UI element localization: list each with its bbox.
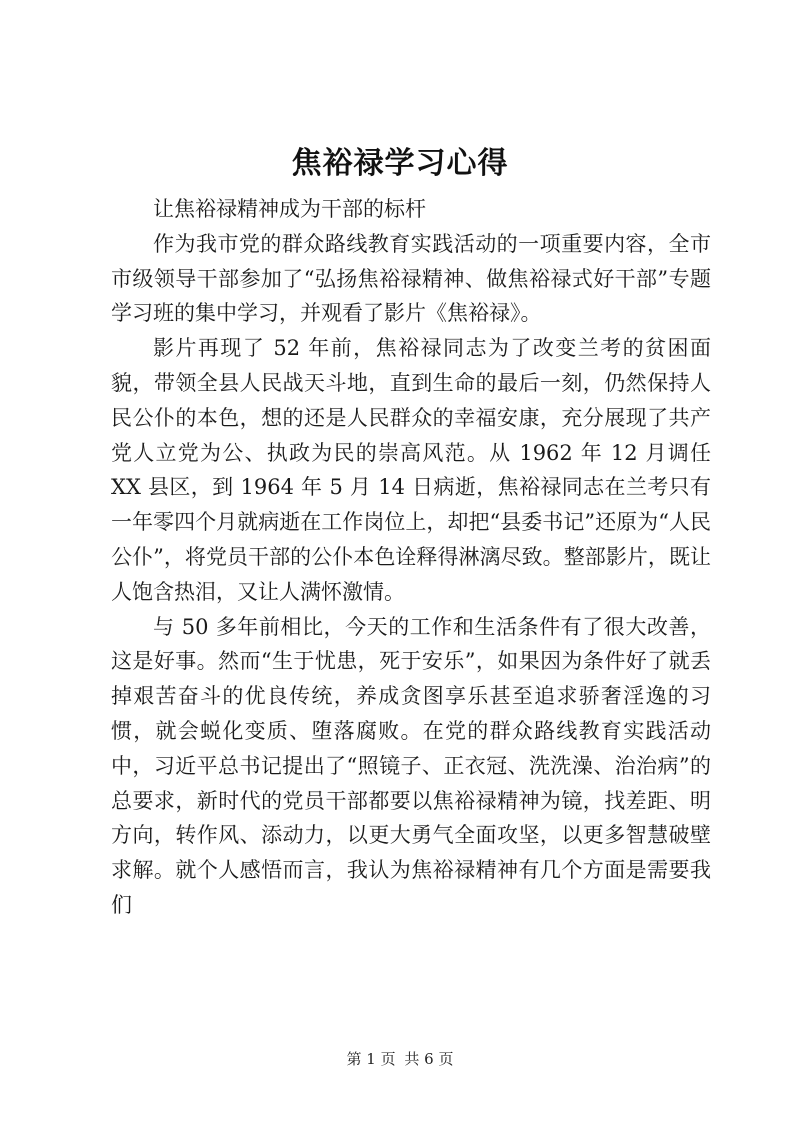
paragraph-reflection: 与 50 多年前相比，今天的工作和生活条件有了很大改善，这是好事。然而“生于忧患，死于安乐”，如果因为条件好了就丢掉艰苦奋斗的优良传统，养成贪图享乐甚至追求骄奢淫逸的习惯，就会蜕化变质、堕落腐败。在党的群众路线教育实践活动中，习近平总书记提出了“照镜子、正衣冠、洗洗澡、治治病”的总要求，新时代的党员干部都要以焦裕禄精神为镜，找差距、明方向，转作风、添动力，以更大勇气全面攻坚，以更多智慧破壁求解。就个人感悟而言，我认为焦裕禄精神有几个方面是需要我们 [111,614,711,917]
paragraph-intro: 作为我市党的群众路线教育实践活动的一项重要内容，全市市级领导干部参加了“弘扬焦裕禄精神、做焦裕禄式好干部”专题学习班的集中学习，并观看了影片《焦裕禄》。 [111,231,711,326]
page-footer [0,1048,800,1069]
paragraph-film: 影片再现了 52 年前，焦裕禄同志为了改变兰考的贫困面貌，带领全县人民战天斗地，直到生命的最后一刻，仍然保持人民公仆的本色，想的还是人民群众的幸福安康，充分展现了共产党人立党为公、执政为民的崇高风范。从 1962 年 12 月调任 XX 县区，到 1964 年 5 月 14 日病逝，焦裕禄同志在兰考只有一年零四个月就病逝在工作岗位上，却把“县委书记”还原为“人民公仆”，将党员干部的公仆本色诠释得淋漓尽致。整部影片，既让人饱含热泪，又让人满怀激情。 [111,336,711,604]
document-title: 焦裕禄学习心得 [291,146,509,181]
document-body [111,192,711,923]
page-number: 第 1 页 [346,1050,396,1068]
page-total: 共 6 页 [404,1050,454,1068]
paragraph-subtitle: 让焦裕禄精神成为干部的标杆 [153,197,426,221]
